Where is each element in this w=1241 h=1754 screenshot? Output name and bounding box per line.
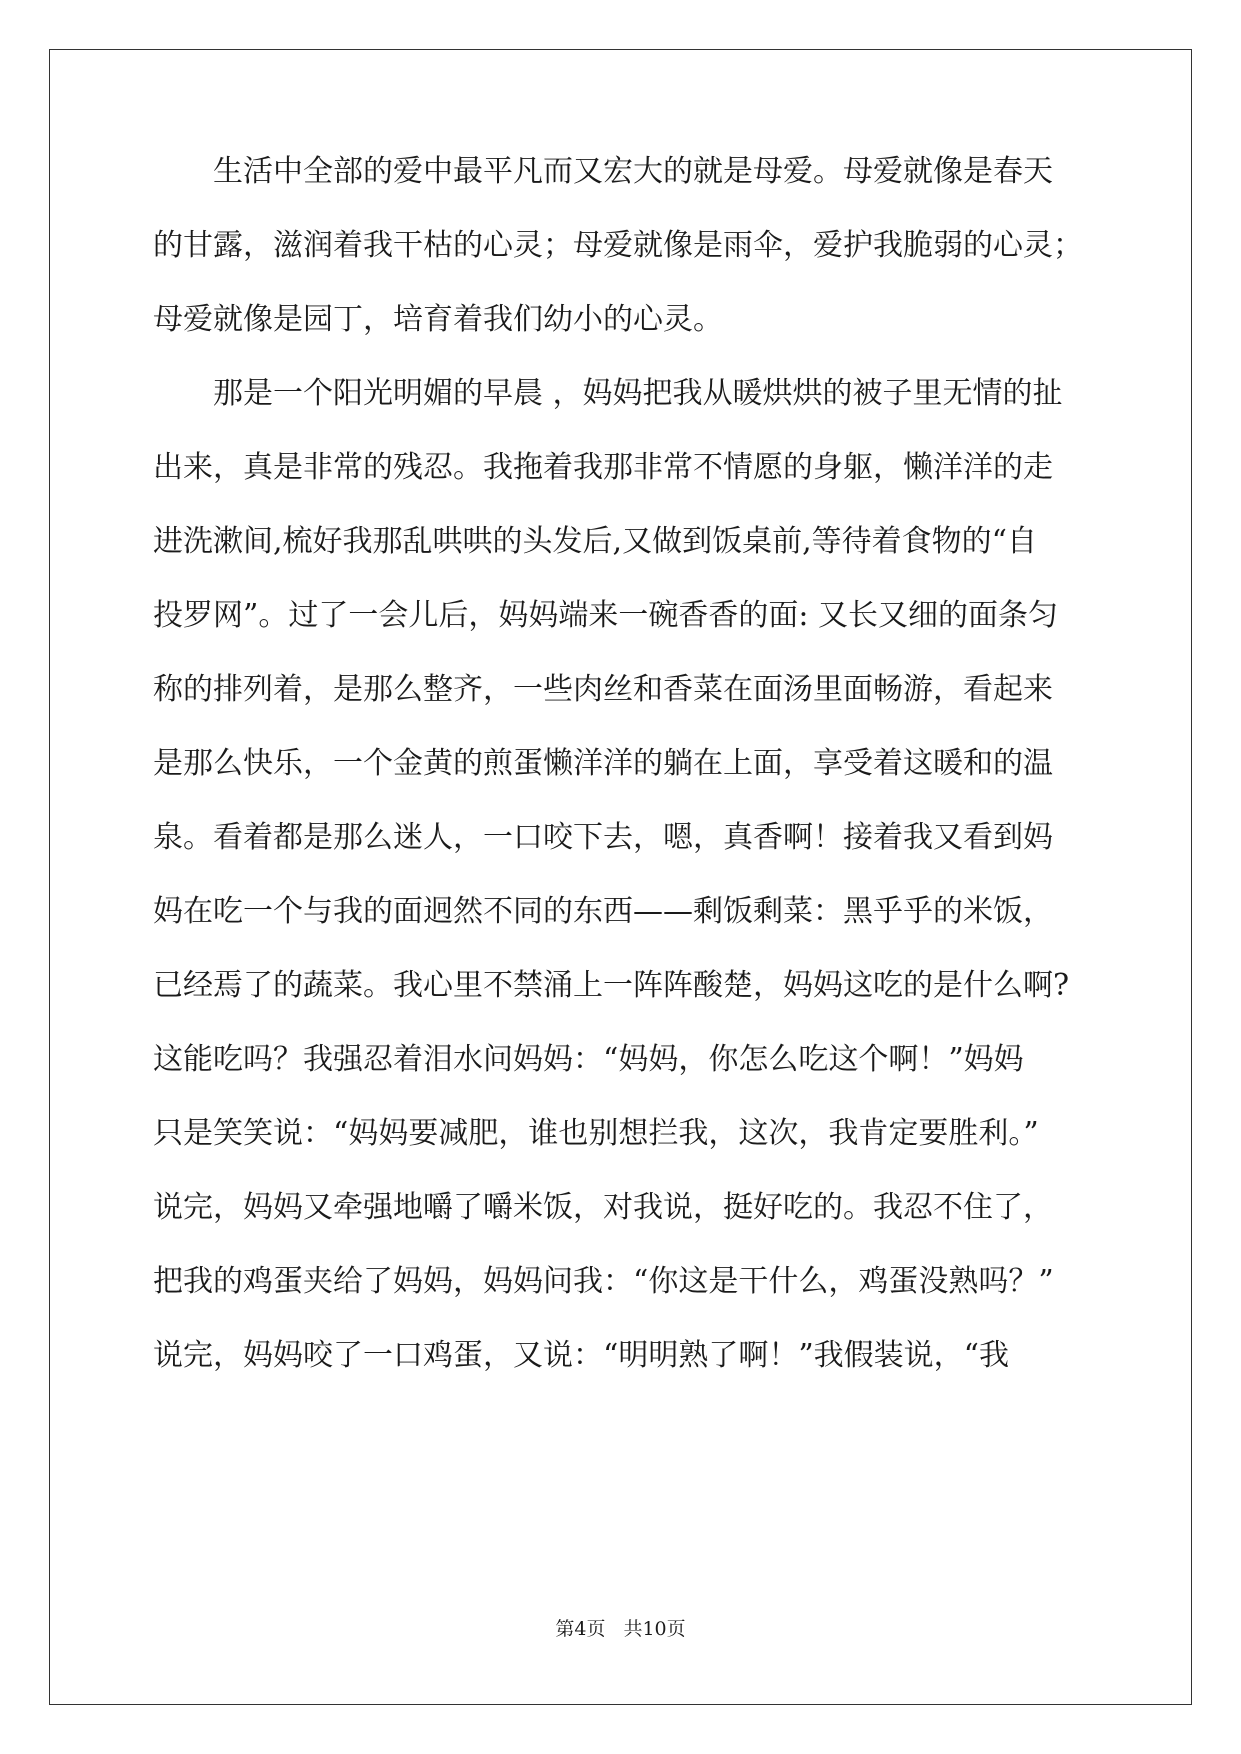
text-line: 的甘露，滋润着我干枯的心灵；母爱就像是雨伞，爱护我脆弱的心灵；	[153, 228, 1083, 263]
page-border	[49, 49, 1192, 1705]
text-line: 称的排列着，是那么整齐，一些肉丝和香菜在面汤里面畅游，看起来	[153, 672, 1053, 707]
text-line: 母爱就像是园丁，培育着我们幼小的心灵。	[153, 302, 723, 337]
page-footer	[0, 1617, 1241, 1641]
text-line: 进洗漱间,梳好我那乱哄哄的头发后,又做到饭桌前,等待着食物的“自	[153, 524, 1037, 559]
text-line: 妈在吃一个与我的面迥然不同的东西——剩饭剩菜：黑乎乎的米饭，	[153, 894, 1053, 929]
text-line: 已经焉了的蔬菜。我心里不禁涌上一阵阵酸楚，妈妈这吃的是什么啊?	[153, 968, 1070, 1003]
text-line: 这能吃吗？我强忍着泪水问妈妈：“妈妈，你怎么吃这个啊！”妈妈	[153, 1042, 1024, 1077]
page-number: 第4页	[555, 1618, 606, 1640]
text-line: 说完，妈妈咬了一口鸡蛋，又说：“明明熟了啊！”我假装说，“我	[153, 1338, 1010, 1373]
text-line: 是那么快乐，一个金黄的煎蛋懒洋洋的躺在上面，享受着这暖和的温	[153, 746, 1053, 781]
text-line: 出来，真是非常的残忍。我拖着我那非常不情愿的身躯，懒洋洋的走	[153, 450, 1053, 485]
text-line: 说完，妈妈又牵强地嚼了嚼米饭，对我说，挺好吃的。我忍不住了，	[153, 1190, 1053, 1225]
text-line: 泉。看着都是那么迷人，一口咬下去，嗯，真香啊！接着我又看到妈	[153, 820, 1053, 855]
text-line: 生活中全部的爱中最平凡而又宏大的就是母爱。母爱就像是春天	[153, 154, 1053, 189]
page-total: 共10页	[623, 1618, 686, 1640]
text-line: 那是一个阳光明媚的早晨 ，妈妈把我从暖烘烘的被子里无情的扯	[153, 376, 1063, 411]
text-line: 只是笑笑说：“妈妈要减肥，谁也别想拦我，这次，我肯定要胜利。”	[153, 1116, 1039, 1151]
text-line: 把我的鸡蛋夹给了妈妈，妈妈问我：“你这是干什么，鸡蛋没熟吗？”	[153, 1264, 1054, 1299]
text-line: 投罗网”。过了一会儿后，妈妈端来一碗香香的面: 又长又细的面条匀	[153, 598, 1058, 633]
